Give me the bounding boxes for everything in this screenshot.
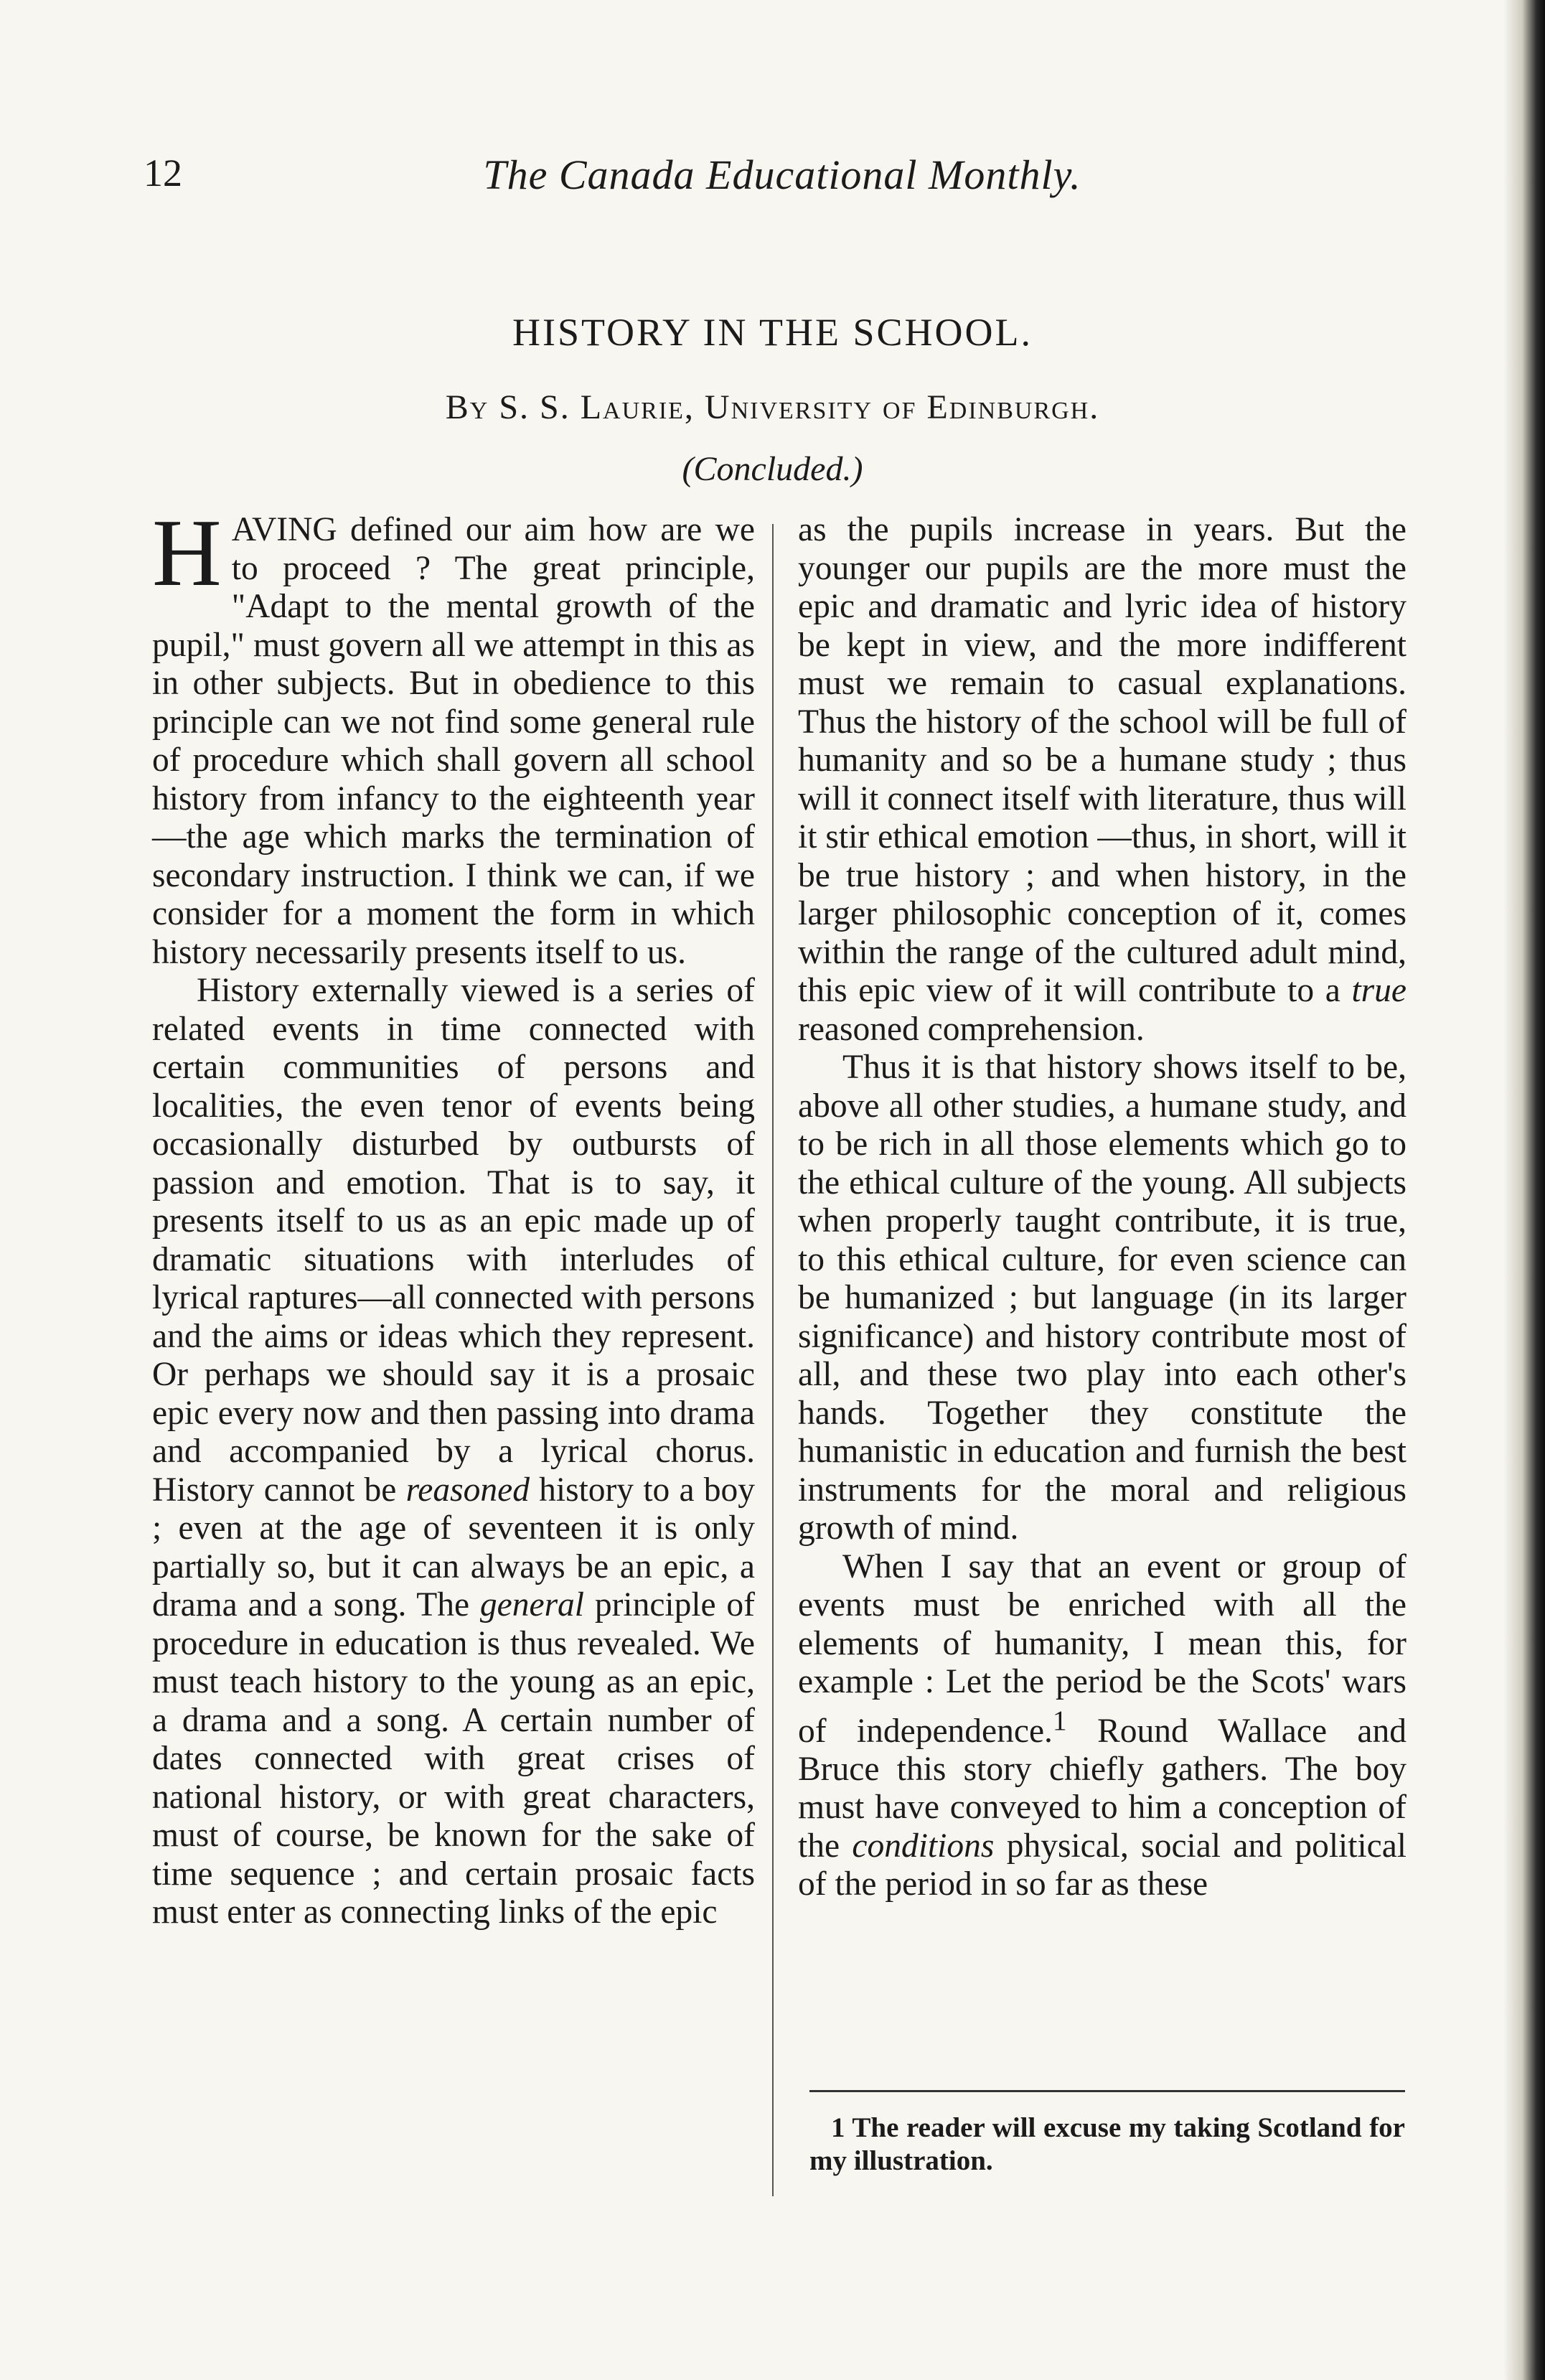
paragraph xyxy=(152,972,755,1932)
paragraph xyxy=(798,1548,1407,1904)
paragraph-text: Round Wallace and Bruce this story chiefly gathers. The boy must have conveyed to him a conception of the xyxy=(798,1712,1407,1865)
paragraph-text: as the pupils increase in years. But the younger our pupils are the more must the epic and dramatic and lyric idea of history be kept in view, and the more indifferent must we remain to casual explanations. Thus the history of the school will be full of humanity and so be a humane study ; thus will it connect itself with literature, thus will it stir ethical emotion —thus, in short, will it be true history ; and when history, in the larger philosophic conception of it, comes within the range of the cultured adult mind, this epic view of it will contribute to a xyxy=(798,511,1407,1009)
drop-cap: H xyxy=(152,500,222,606)
running-title: The Canada Educational Monthly. xyxy=(483,151,1081,198)
paragraph-text: history to a boy ; even at the age of seventeen it is only partially so, but it can always be an epic, a drama and a song. The xyxy=(152,1471,756,1624)
paragraph-text: reasoned comprehension. xyxy=(798,1010,1145,1048)
footnote-text: The reader will excuse my taking Scotland for my illustration. xyxy=(809,2112,1405,2176)
footnote-marker: 1 xyxy=(831,2112,845,2143)
paragraph-text: AVING defined our aim how are we to proceed ? The great principle, "Adapt to the mental growth of the pupil," must govern all we attempt in this as in other subjects. But in obedience to this principle can we not find some general rule of procedure which shall govern all school history from infancy to the eighteenth year—the age which marks the termination of secondary instruction. I think we can, if we consider for a moment the form in which history necessarily presents itself to us. xyxy=(152,511,755,971)
paragraph xyxy=(798,511,1407,1049)
emphasis: true xyxy=(1351,972,1407,1009)
emphasis: general xyxy=(479,1586,585,1624)
byline: By S. S. Laurie, University of Edinburgh. xyxy=(445,388,1100,426)
paragraph-text: History externally viewed is a series of related events in time connected with certain communities of persons and localities, the even tenor of events being occasionally disturbed by outbursts of passion and emotion. That is to say, it presents itself to us as an epic made up of dramatic situations with interludes of lyrical raptures—all connected with persons and the aims or ideas which they represent. Or perhaps we should say it is a prosaic epic every now and then passing into drama and accompanied by a lyrical chorus. History cannot be xyxy=(152,972,755,1509)
emphasis: reasoned xyxy=(405,1471,530,1509)
article-title: HISTORY IN THE SCHOOL. xyxy=(512,311,1033,354)
column-divider xyxy=(772,524,774,2196)
article-status: (Concluded.) xyxy=(682,450,863,488)
footnote-ref[interactable]: 1 xyxy=(1052,1704,1067,1736)
paragraph-text: physical, social and political of the period in so far as these xyxy=(798,1827,1407,1903)
page-header xyxy=(144,151,1421,201)
paragraph-text: When I say that an event or group of events must be enriched with all the elements of humanity, I mean this, for example : Let the period be the Scots' wars of independence. xyxy=(798,1547,1407,1750)
paragraph-text: principle of procedure in education is thus revealed. We must teach history to the young as an epic, a drama and a song. A certain number of dates connected with great crises of national history, or with great characters, must of course, be known for the sake of time sequence ; and certain prosaic facts must enter as connecting links of the epic xyxy=(152,1586,755,1931)
page-edge xyxy=(1503,0,1545,2380)
paragraph-text: Thus it is that history shows itself to be, above all other studies, a humane study, and to be rich in all those elements which go to the ethical culture of the young. All subjects when properly taught contribute, it is true, to this ethical culture, for even science can be humanized ; but language (in its larger significance) and history contribute most of all, and these two play into each other's hands. Together they constitute the humanistic in education and furnish the best instruments for the moral and religious growth of mind. xyxy=(798,1049,1407,1547)
paragraph xyxy=(798,1049,1407,1548)
page-number: 12 xyxy=(144,151,182,195)
paragraph xyxy=(152,500,755,972)
emphasis: conditions xyxy=(852,1827,995,1865)
footnote-rule xyxy=(809,2090,1405,2092)
footnote xyxy=(809,2112,1405,2178)
right-column xyxy=(798,511,1407,1904)
left-column xyxy=(152,500,756,1932)
